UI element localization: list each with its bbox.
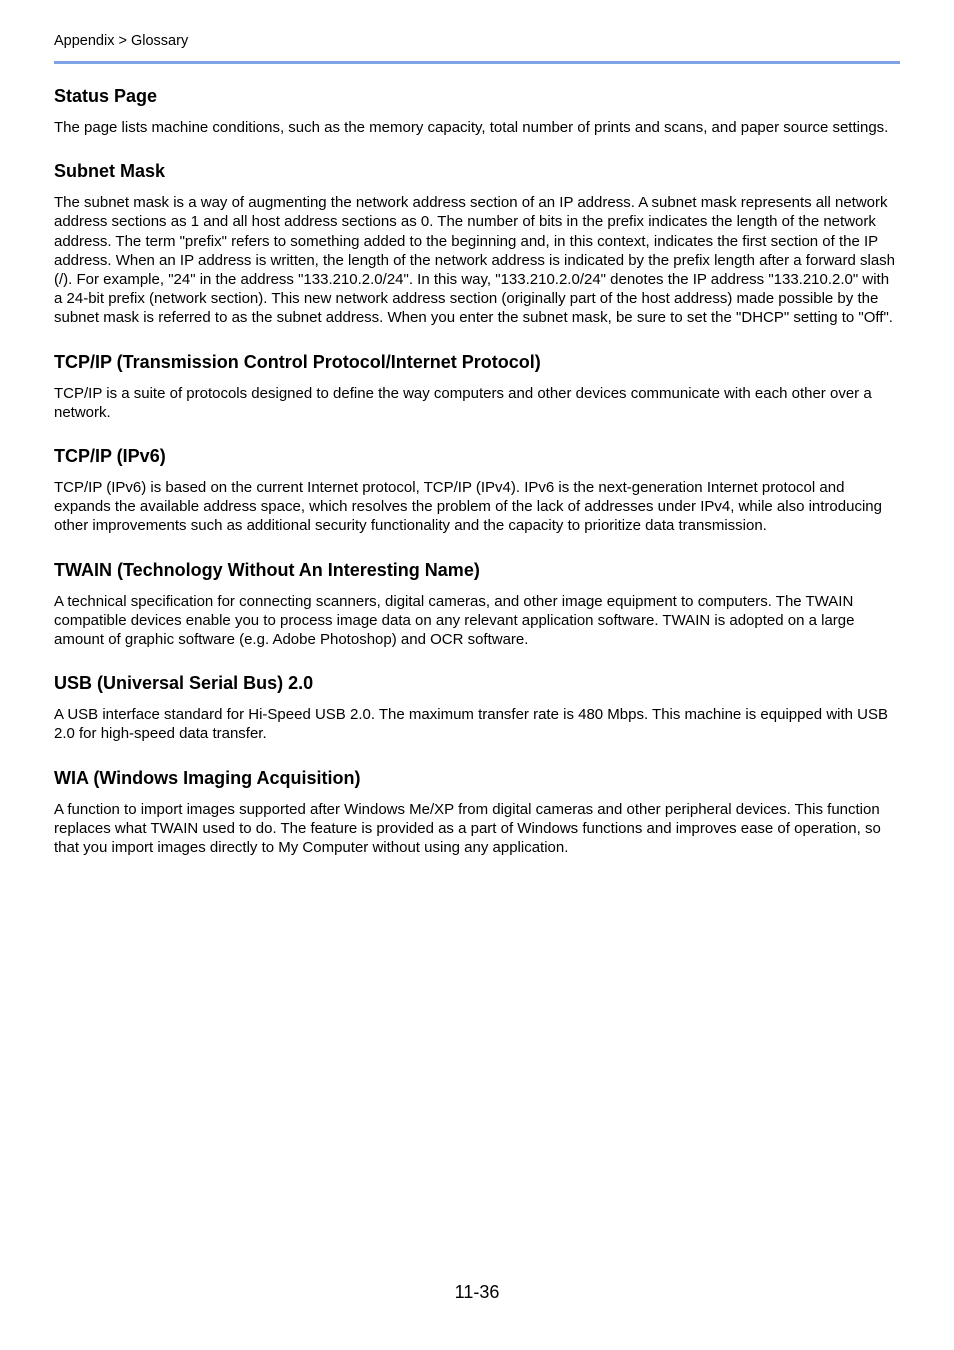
breadcrumb: Appendix > Glossary — [54, 33, 189, 49]
glossary-content — [54, 85, 900, 880]
entry-title: TWAIN (Technology Without An Interesting Name) — [54, 559, 480, 580]
entry-description: TCP/IP is a suite of protocols designed to define the way computers and other devices communicate with each other over a network. — [54, 384, 872, 421]
entry-title: TCP/IP (IPv6) — [54, 446, 166, 467]
glossary-entry-wia — [54, 767, 900, 858]
entry-title: USB (Universal Serial Bus) 2.0 — [54, 673, 314, 694]
entry-title: Subnet Mask — [54, 161, 166, 182]
glossary-entry-twain — [54, 559, 900, 650]
entry-description: A technical specification for connecting scanners, digital cameras, and other image equipment to computers. The TWAIN compatible devices enable you to process image data on any relevant application software. TWAIN is adopted on a large amount of graphic software (e.g. Adobe Photoshop) and OCR software. — [54, 592, 855, 649]
entry-description: The page lists machine conditions, such as the memory capacity, total number of prints and scans, and paper source settings. — [54, 119, 889, 136]
entry-title: WIA (Windows Imaging Acquisition) — [54, 767, 361, 788]
entry-description: A function to import images supported after Windows Me/XP from digital cameras and other peripheral devices. This function replaces what TWAIN used to do. The feature is provided as a part of Windows functions and improves ease of operation, so that you import images directly to My Computer without using any application. — [54, 800, 881, 857]
entry-description: TCP/IP (IPv6) is based on the current Internet protocol, TCP/IP (IPv4). IPv6 is the next-generation Internet protocol and expands the available address space, which resolves the problem of the lack of addresses under IPv4, while also introducing other improvements such as additional security functionality and the capacity to prioritize data transmission. — [54, 479, 882, 535]
glossary-entry-tcp-ip — [54, 351, 900, 422]
glossary-entry-tcp-ip-ipv6 — [54, 445, 900, 536]
page-number: 11-36 — [454, 1282, 500, 1302]
header-divider — [54, 61, 900, 64]
entry-title: TCP/IP (Transmission Control Protocol/Internet Protocol) — [54, 351, 541, 372]
glossary-entry-usb — [54, 672, 900, 743]
glossary-entry-subnet-mask — [54, 160, 900, 327]
glossary-entry-status-page — [54, 85, 900, 137]
entry-description: The subnet mask is a way of augmenting the network address section of an IP address. A subnet mask represents all network address sections as 1 and all host address sections as 0. The number of bits in the prefix indicates the length of the network address. The term "prefix" refers to something added to the beginning and, in this context, indicates the first section of the IP address. When an IP address is written, the length of the network address is indicated by the prefix length after a forward slash (/). For example, "24" in the address "133.210.2.0/24". In this way, "133.210.2.0/24" denotes the IP address "133.210.2.0" with a 24-bit prefix (network section). This new network address section (originally part of the host address) made possible by the subnet mask is referred to as the subnet address. When you enter the subnet mask, be sure to set the "DHCP" setting to "Off". — [54, 194, 896, 327]
entry-title: Status Page — [54, 86, 158, 106]
entry-description: A USB interface standard for Hi-Speed USB 2.0. The maximum transfer rate is 480 Mbps. This machine is equipped with USB 2.0 for high-speed data transfer. — [54, 706, 889, 743]
